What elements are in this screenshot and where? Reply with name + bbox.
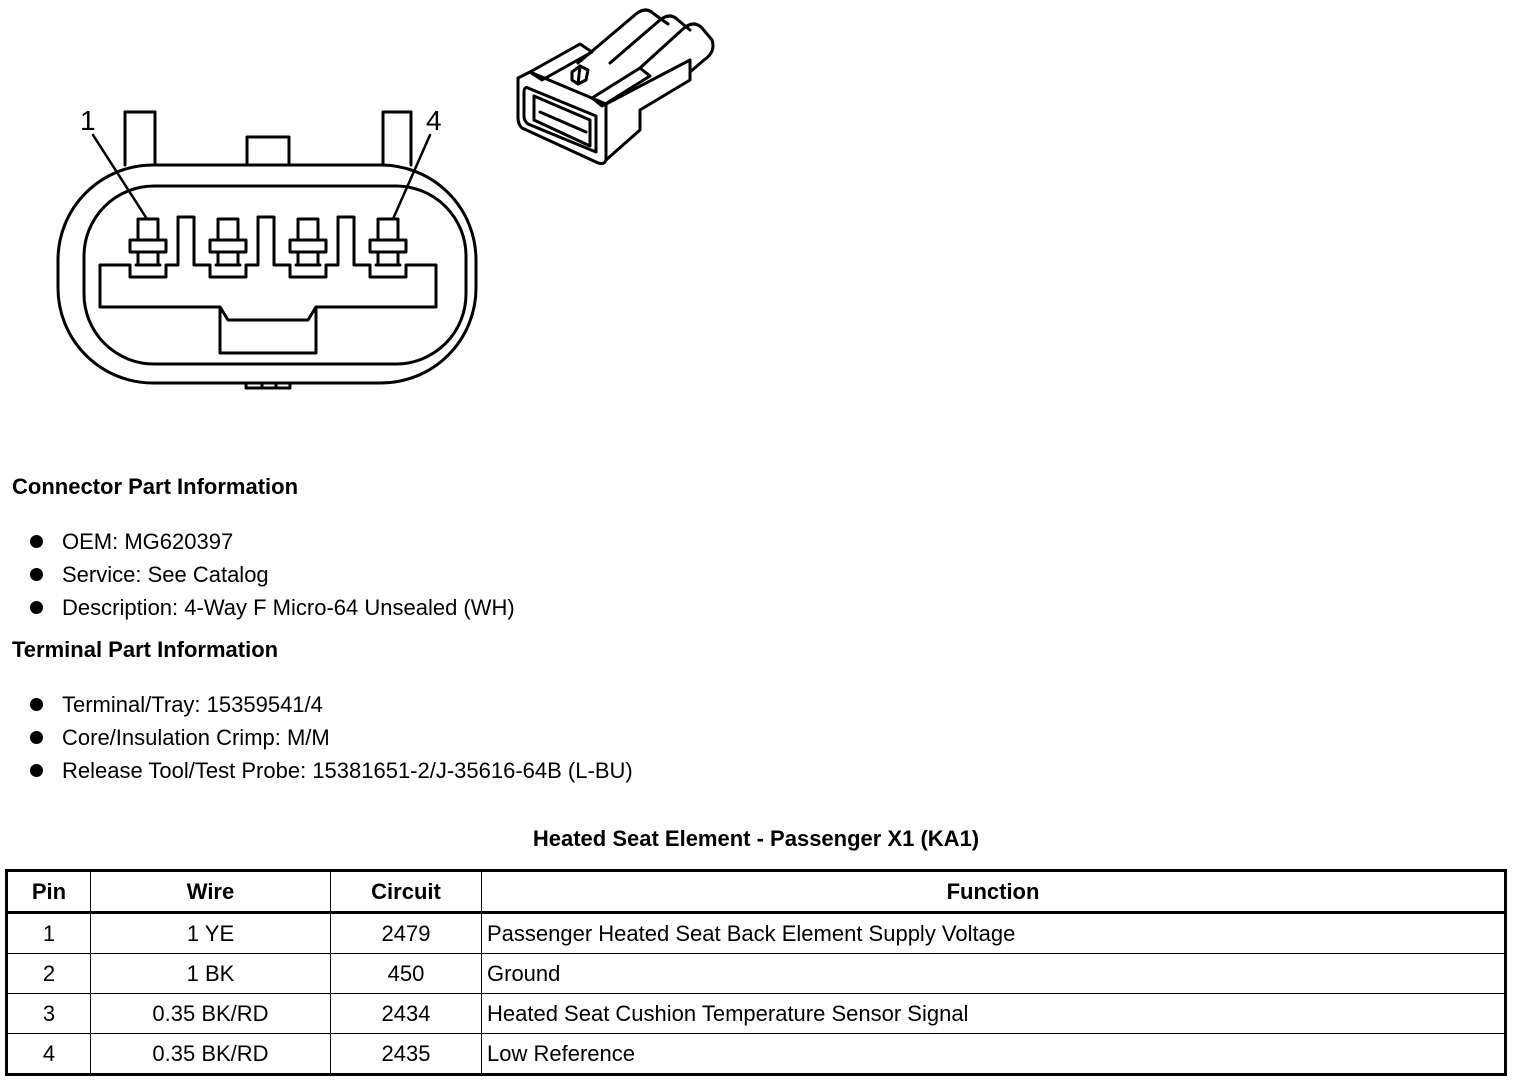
cell-circuit: 2479 [331, 913, 482, 954]
header-pin: Pin [7, 871, 91, 913]
bullet-icon [30, 764, 43, 777]
cell-wire: 1 YE [91, 913, 331, 954]
table-title: Heated Seat Element - Passenger X1 (KA1) [532, 826, 980, 851]
connector-latch-left [125, 112, 155, 165]
connector-perspective-view [518, 10, 713, 164]
table-header-row [7, 871, 1506, 913]
list-item [24, 558, 515, 591]
oem-text: OEM: MG620397 [62, 529, 234, 554]
terminal-block [100, 217, 436, 353]
terminal-info-list [24, 688, 633, 787]
release-tool-text: Release Tool/Test Probe: 15381651-2/J-35616-64B (L-BU) [62, 758, 633, 783]
connector-latch-right [383, 112, 411, 165]
crimp-text: Core/Insulation Crimp: M/M [62, 725, 330, 750]
cell-circuit: 2435 [331, 1034, 482, 1075]
table-row [7, 994, 1506, 1034]
header-function: Function [482, 871, 1506, 913]
terminal-pin-4 [370, 219, 406, 265]
bullet-icon [30, 568, 43, 581]
cell-function: Low Reference [482, 1034, 1506, 1075]
cell-pin: 3 [7, 994, 91, 1034]
service-text: Service: See Catalog [62, 562, 269, 587]
terminal-pin-2 [210, 219, 246, 265]
connector-housing-inner [84, 186, 466, 364]
description-text: Description: 4-Way F Micro-64 Unsealed (WH) [62, 595, 515, 620]
cell-function: Ground [482, 954, 1506, 994]
pin-1-leader [93, 135, 147, 219]
list-item [24, 688, 633, 721]
cell-function: Heated Seat Cushion Temperature Sensor Signal [482, 994, 1506, 1034]
bullet-icon [30, 698, 43, 711]
connector-key-top [247, 137, 289, 165]
cell-circuit: 2434 [331, 994, 482, 1034]
pinout-table [5, 869, 1507, 1076]
pin-1-label: 1 [80, 105, 96, 136]
bullet-icon [30, 731, 43, 744]
table-row [7, 1034, 1506, 1075]
connector-info-list [24, 525, 515, 624]
pin-4-label: 4 [426, 105, 442, 136]
terminal-block-notch [220, 307, 316, 320]
terminal-tray-text: Terminal/Tray: 15359541/4 [62, 692, 323, 717]
connector-info-title: Connector Part Information [12, 474, 299, 499]
table-row [7, 913, 1506, 954]
cell-wire: 1 BK [91, 954, 331, 994]
header-wire: Wire [91, 871, 331, 913]
list-item [24, 525, 515, 558]
connector-housing-outer [58, 165, 476, 383]
table-row [7, 954, 1506, 994]
cell-wire: 0.35 BK/RD [91, 994, 331, 1034]
bullet-icon [30, 535, 43, 548]
terminal-info-title: Terminal Part Information [12, 637, 279, 662]
cell-function: Passenger Heated Seat Back Element Supply Voltage [482, 913, 1506, 954]
terminal-pin-3 [290, 219, 326, 265]
cell-circuit: 450 [331, 954, 482, 994]
cell-pin: 2 [7, 954, 91, 994]
header-circuit: Circuit [331, 871, 482, 913]
terminal-pin-1 [130, 219, 166, 265]
cell-wire: 0.35 BK/RD [91, 1034, 331, 1075]
cell-pin: 4 [7, 1034, 91, 1075]
list-item [24, 721, 633, 754]
bullet-icon [30, 601, 43, 614]
cell-pin: 1 [7, 913, 91, 954]
connector-diagram [0, 0, 760, 400]
list-item [24, 591, 515, 624]
list-item [24, 754, 633, 787]
